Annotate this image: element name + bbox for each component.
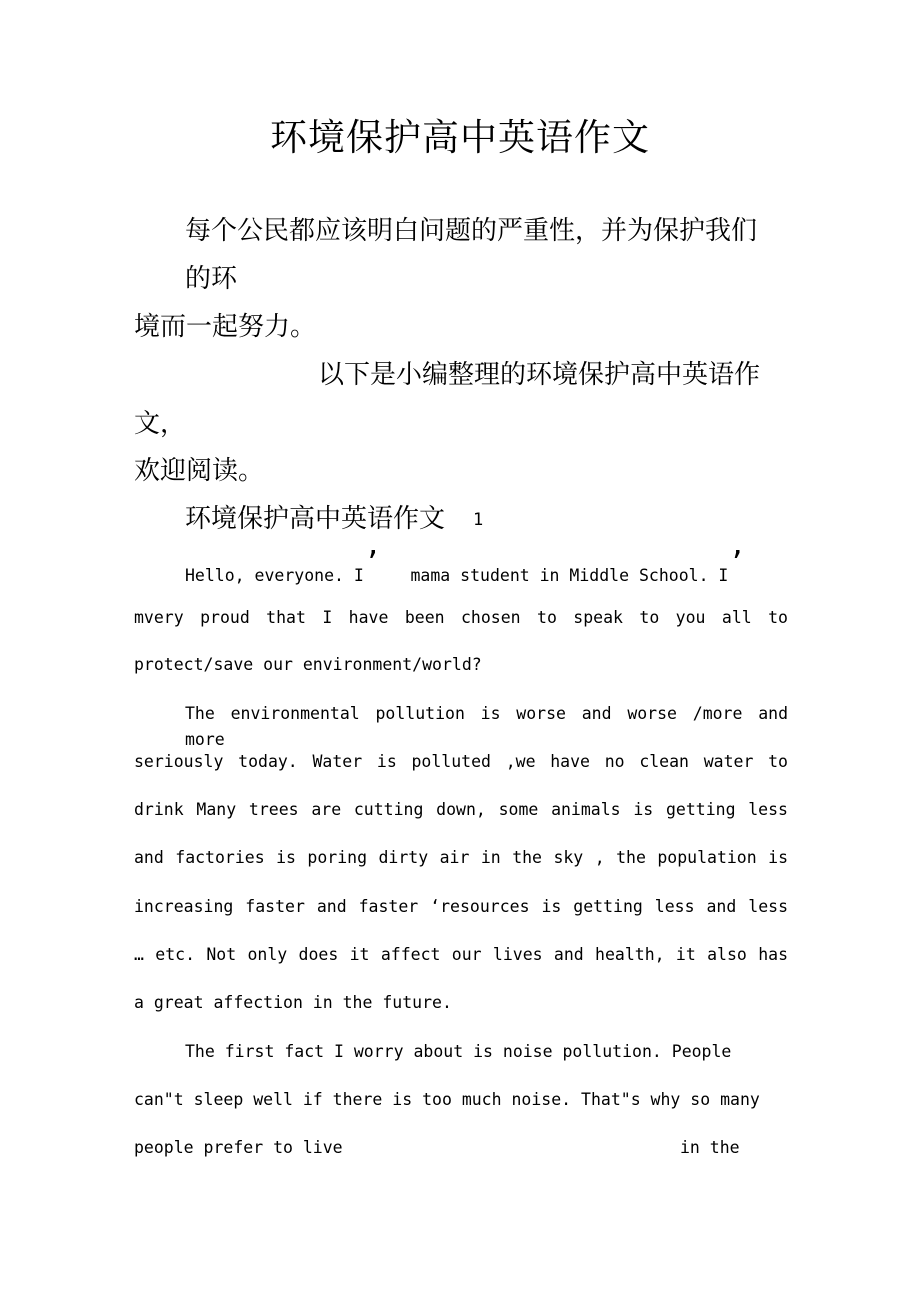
paragraph-3-line-3-end: in the	[680, 1138, 740, 1157]
intro-line-3: 境而一起努力。	[134, 312, 317, 342]
paragraph-2-line-3: drink Many trees are cutting down, some animals is getting less	[134, 800, 788, 819]
intro-line-6: 欢迎阅读。	[134, 456, 265, 486]
document-title: 环境保护高中英语作文	[270, 116, 650, 159]
paragraph-2-line-7: a great affection in the future.	[134, 993, 452, 1012]
paragraph-1-line-3: protect/save our environment/world?	[134, 655, 482, 674]
paragraph-1-line-1	[185, 545, 746, 589]
paragraph-1-line-2: mvery proud that I have been chosen to speak to you all to	[134, 608, 788, 627]
intro-line-4: 以下是小编整理的环境保护高中英语作	[318, 360, 761, 390]
subheading	[185, 501, 483, 538]
paragraph-2-line-1: The environmental pollution is worse and worse /more and more	[185, 704, 788, 749]
paragraph-2-line-5: increasing faster and faster ‘resources is getting less and less	[134, 897, 788, 916]
paragraph-3-line-3-start: people prefer to live	[134, 1138, 343, 1157]
p1-line1-part-a: Hello, everyone. I	[185, 566, 364, 585]
subheading-number: 1	[473, 510, 484, 530]
apostrophe-mark: ’	[728, 545, 746, 578]
apostrophe-mark: ’	[363, 545, 381, 578]
intro-line-2: 的环	[185, 264, 238, 294]
paragraph-2-line-2: seriously today. Water is polluted ,we have no clean water to	[134, 752, 788, 771]
p1-line1-part-b: mama student in Middle School. I	[410, 566, 729, 585]
paragraph-2-line-4: and factories is poring dirty air in the sky , the population is	[134, 848, 788, 867]
intro-line-1: 每个公民都应该明白问题的严重性，并为保护我们	[185, 216, 758, 246]
paragraph-3-line-2: can"t sleep well if there is too much noise. That"s why so many	[134, 1090, 760, 1109]
intro-line-5: 文，	[134, 409, 187, 439]
subheading-text: 环境保护高中英语作文	[185, 504, 446, 534]
paragraph-3-line-1: The first fact I worry about is noise pollution. People	[185, 1042, 732, 1061]
paragraph-2-line-6: … etc. Not only does it affect our lives and health, it also has	[134, 945, 788, 964]
